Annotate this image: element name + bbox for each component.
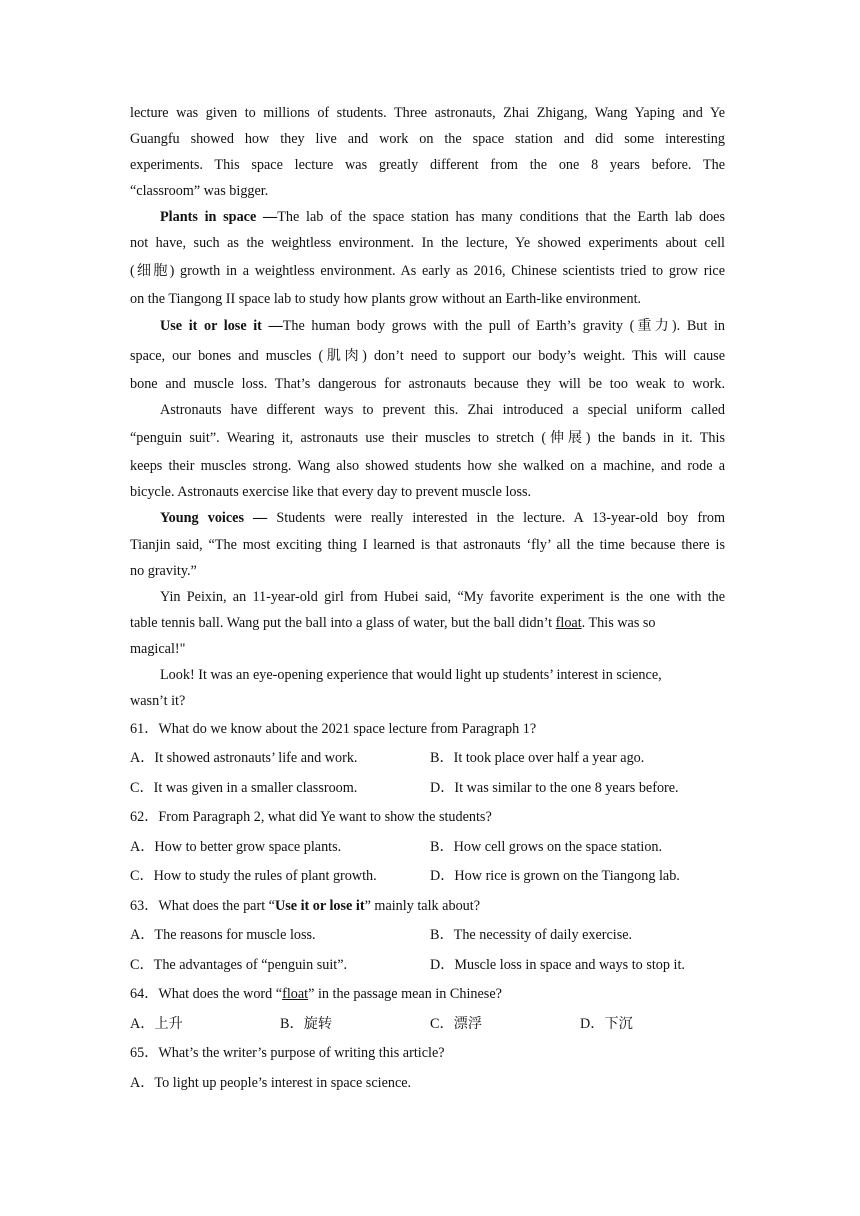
answer-option: B．旋转	[280, 1016, 333, 1032]
question-stem: 64．What does the word “float” in the passage mean in Chinese?	[130, 986, 502, 1002]
answer-option: B．How cell grows on the space station.	[430, 839, 663, 855]
answer-option: B．The necessity of daily exercise.	[430, 927, 633, 943]
passage-line: “classroom” was bigger.	[130, 183, 269, 199]
passage-line: on the Tiangong II space lab to study how plants grow without an Earth-like environment.	[130, 291, 642, 307]
passage-line: Plants in space —The lab of the space station has many conditions that the Earth lab does	[160, 209, 725, 225]
section-heading: Young voices —	[160, 510, 268, 526]
passage-line: Astronauts have different ways to prevent this. Zhai introduced a special uniform called	[160, 402, 725, 418]
answer-option: A．How to better grow space plants.	[130, 839, 342, 855]
answer-option: A．上升	[130, 1016, 183, 1032]
passage-line: lecture was given to millions of students. Three astronauts, Zhai Zhigang, Wang Yaping and Ye	[130, 105, 725, 121]
passage-line: Young voices — Students were really interested in the lecture. A 13-year-old boy from	[160, 510, 725, 526]
answer-option: D．Muscle loss in space and ways to stop it.	[430, 957, 685, 973]
passage-line: Look! It was an eye-opening experience that would light up students’ interest in science,	[160, 667, 662, 683]
passage-line: (细胞) growth in a weightless environment. As early as 2016, Chinese scientists tried to grow rice	[130, 263, 725, 279]
answer-option: A．It showed astronauts’ life and work.	[130, 750, 358, 766]
passage-line: experiments. This space lecture was greatly different from the one 8 years before. The	[130, 157, 725, 173]
passage-line: magical!"	[130, 641, 186, 657]
underlined-word: float	[555, 615, 582, 631]
passage-line: space, our bones and muscles (肌肉) don’t need to support our body’s weight. This will cause	[130, 348, 725, 364]
passage-line: not have, such as the weightless environment. In the lecture, Ye showed experiments about cell	[130, 235, 725, 251]
answer-option: D．How rice is grown on the Tiangong lab.	[430, 868, 680, 884]
section-heading: Plants in space —	[160, 209, 278, 225]
passage-line: Use it or lose it —The human body grows with the pull of Earth’s gravity (重力). But in	[160, 318, 725, 334]
answer-option: C．The advantages of “penguin suit”.	[130, 957, 348, 973]
passage-line: bicycle. Astronauts exercise like that every day to prevent muscle loss.	[130, 484, 532, 500]
underlined-word: float	[282, 986, 309, 1002]
passage-line: wasn’t it?	[130, 693, 186, 709]
answer-option: C．漂浮	[430, 1016, 483, 1032]
question-stem: 62．From Paragraph 2, what did Ye want to show the students?	[130, 809, 492, 825]
answer-option: C．It was given in a smaller classroom.	[130, 780, 358, 796]
answer-option: C．How to study the rules of plant growth.	[130, 868, 377, 884]
passage-line: Guangfu showed how they live and work on the space station and did some interesting	[130, 131, 725, 147]
passage-line: keeps their muscles strong. Wang also showed students how she walked on a machine, and rode a	[130, 458, 725, 474]
answer-option: D．下沉	[580, 1016, 633, 1032]
passage-line: Tianjin said, “The most exciting thing I learned is that astronauts ‘fly’ all the time because there is	[130, 537, 725, 553]
answer-option: A．The reasons for muscle loss.	[130, 927, 316, 943]
question-stem: 63．What does the part “Use it or lose it” mainly talk about?	[130, 898, 480, 914]
answer-option: A．To light up people’s interest in space science.	[130, 1075, 412, 1091]
question-stem: 61．What do we know about the 2021 space lecture from Paragraph 1?	[130, 721, 537, 737]
passage-line: “penguin suit”. Wearing it, astronauts use their muscles to stretch (伸展) the bands in it. This	[130, 430, 725, 446]
passage-line: bone and muscle loss. That’s dangerous for astronauts because they will be too weak to work.	[130, 376, 725, 392]
section-heading: Use it or lose it —	[160, 318, 283, 334]
passage-line: no gravity.”	[130, 563, 197, 579]
passage-line: Yin Peixin, an 11-year-old girl from Hubei said, “My favorite experiment is the one with the	[160, 589, 725, 605]
question-stem: 65．What’s the writer’s purpose of writing this article?	[130, 1045, 445, 1061]
passage-line: table tennis ball. Wang put the ball into a glass of water, but the ball didn’t float. This was so	[130, 615, 656, 631]
answer-option: B．It took place over half a year ago.	[430, 750, 645, 766]
answer-option: D．It was similar to the one 8 years before.	[430, 780, 679, 796]
